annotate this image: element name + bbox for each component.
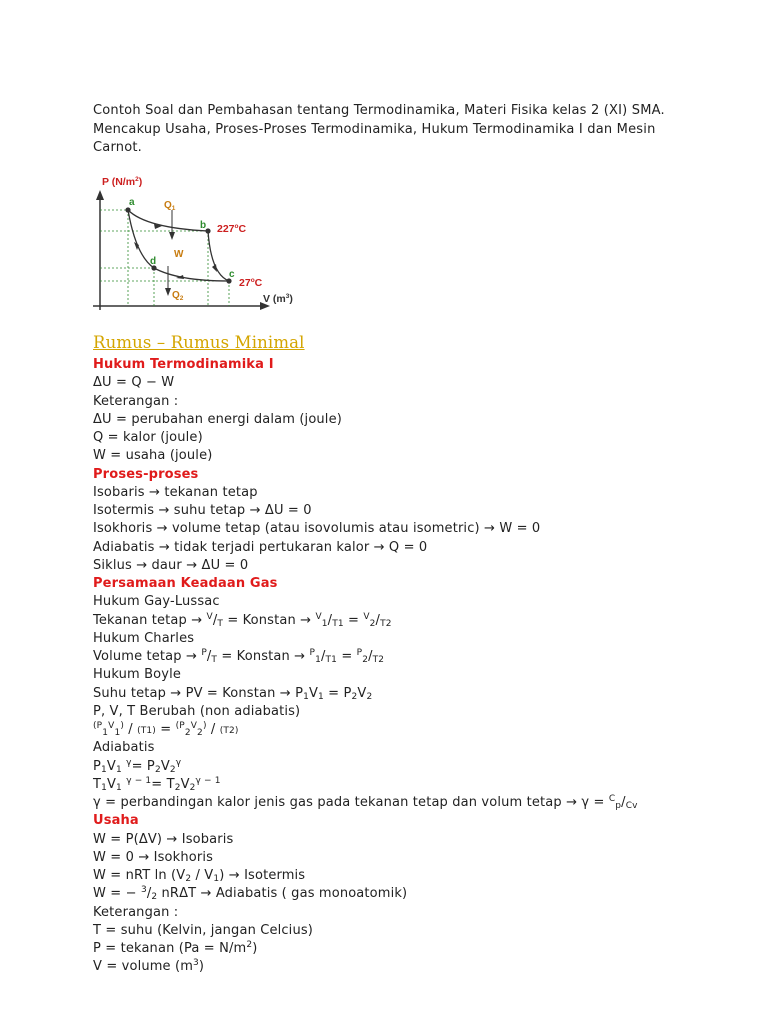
formula-line: Isokhoris → volume tetap (atau isovolumis atau isometric) → W = 0 [93,521,541,537]
formula-line: W = nRT $\ln (V_2 / V_1)$ → Isotermis [93,868,306,884]
cycle-curves [128,210,229,281]
formula-line: P, V, T Berubah (non adiabatis) [93,703,301,719]
formula-line: T = suhu (Kelvin, jangan Celcius) [93,922,313,938]
t-cold-label: 27$^o$C [239,277,263,289]
point-c-label: c [229,269,235,280]
x-axis-label: V $(m^3)$ [263,293,293,305]
q1-label: $Q_1$ [164,200,176,212]
formula-content [93,330,733,977]
formula-line: P = tekanan $(Pa = N/m^2)$ [93,940,258,956]
t-hot-label: 227$^o$C [217,223,247,235]
formula-line: ΔU = perubahan energi dalam (joule) [93,411,342,427]
guide-lines [100,210,229,306]
point-b-label: b [200,220,207,231]
point-b-marker [205,228,210,233]
point-d-label: d [150,256,157,267]
formula-line: $T_1V_1$ $^{\gamma - 1}= T_2V_2^{\gamma - 1}$ [93,775,221,793]
formula-line: W = − $^3/_2$ nRΔT → Adiabatis ( gas monoatomik) [93,885,408,903]
section-persamaan-gas: Persamaan Keadaan Gas [93,576,278,591]
formula-line: Adiabatis [93,740,155,756]
q2-label: $Q_2$ [172,290,184,302]
formula-line: W = usaha (joule) [93,448,213,464]
y-axis-label: P $(N/m^2)$ [102,176,143,188]
formula-line: W = P(ΔV) → Isobaris [93,831,234,847]
formula-line: Hukum Charles [93,630,195,646]
formula-line: W = 0 → Isokhoris [93,849,214,865]
formula-line: Keterangan : [93,393,179,409]
formula-line: Tekanan tetap → $^V/_T$ = Konstan → $^V_1/_{T1} = ^V_2/_{T2}$ [93,611,392,629]
section-hukum-termodinamika: Hukum Termodinamika I [93,357,274,372]
formula-line: Adiabatis → tidak terjadi pertukaran kalor → Q = 0 [93,539,428,555]
point-a-marker [125,207,130,212]
heading-rumus: Rumus – Rumus Minimal [93,333,305,352]
formula-line: Isobaris → tekanan tetap [93,484,258,500]
formula-line: Volume tetap → $^P/_T$ = Konstan → $^P_1/_{T1} = ^P_2/_{T2}$ [93,648,385,665]
y-axis-arrow [96,190,104,200]
formula-line: $^{(P}_1^V_1$) / (T1) = $^{(P}_2^V_2$) / (T2) [93,721,239,738]
formula-line: Hukum Gay-Lussac [93,594,220,610]
work-label: W [174,249,184,260]
formula-line: Isotermis → suhu tetap → ΔU = 0 [93,503,312,518]
formula-line: Siklus → daur → ΔU = 0 [93,557,249,573]
formula-line: $P_1V_1$ $^\gamma= P_2V_2^\gamma$ [93,757,182,775]
formula-line: Q = kalor (joule) [93,430,203,445]
formula-line: Keterangan : [93,904,179,920]
formula-line: Hukum Boyle [93,667,182,683]
formula-line: V = volume $(m^3)$ [93,958,205,975]
point-a-label: a [129,197,135,208]
section-usaha: Usaha [93,813,139,829]
section-proses: Proses-proses [93,466,199,482]
formula-line: ΔU = Q − W [93,375,175,391]
formula-line: Suhu tetap → PV = Konstan → $P_1V_1 = P_2V_2$ [93,685,373,702]
intro-paragraph: Contoh Soal dan Pembahasan tentang Termodinamika, Materi Fisika kelas 2 (XI) SMA. Mencakup Usaha, Proses-Proses Termodinamika, Hukum Termodinamika I dan Mesin Carnot. [93,103,665,155]
formula-line: γ = perbandingan kalor jenis gas pada tekanan tetap dan volum tetap → $\gamma = ^C_p/_{Cv}$ [93,794,638,811]
pv-diagram [88,166,308,316]
q1-arrow [169,232,175,240]
q2-arrow [165,288,171,296]
